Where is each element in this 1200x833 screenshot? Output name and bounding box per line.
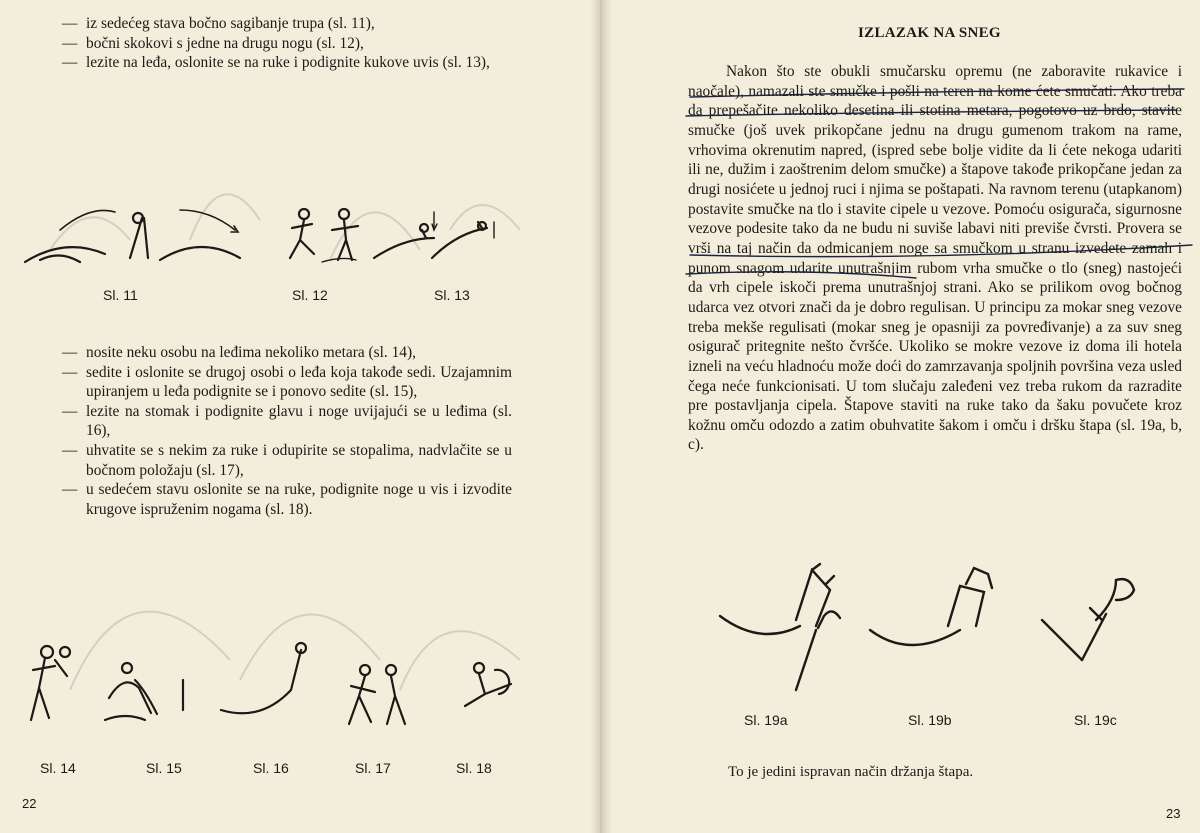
figure-sl-12-13 [282, 200, 497, 275]
figure-caption: Sl. 12 [292, 287, 328, 303]
figure-caption: Sl. 14 [40, 760, 76, 776]
list-item: — lezite na stomak i podignite glavu i noge uvijajući se u leđima (sl. 16), [62, 402, 512, 440]
figure-caption: Sl. 18 [456, 760, 492, 776]
figure-caption: Sl. 13 [434, 287, 470, 303]
list-item: — uhvatite se s nekim za ruke i odupirite se stopalima, nadvlačite se u bočnom položaju (sl. 17), [62, 441, 512, 479]
closing-sentence: To je jedini ispravan način držanja štapa. [728, 764, 974, 780]
figure-caption: Sl. 17 [355, 760, 391, 776]
body-paragraph: Nakon što ste obukli smučarsku opremu (ne zaboravite rukavice i naočale), namazali ste smučke i pošli na teren na kome ćete smučati. Ako treba da prepešačite nekoliko desetina ili stotina metara, pogotovo uz brdo, stavite smučke (još uvek prikopčane jednu na drugu gumenom trakom na rame, vrhovima okrenutim napred, (ispred sebe bolje vidite da li ćete nekoga udariti ili ne, dužim i zaoštrenim delom smučke) a štapove takođe prikopčane jedan za drugi nosićete u jednoj ruci i njima se poštapati. Na ravnom terenu (utapkanom) postavite smučke na tlo i stavite cipele u vezove. Pomoću osigurača, sigurnosne vezove podesite tako da ne budu ni suviše labavi niti previše čvrsti. Provera se vrši na taj način da odmicanjem noge sa smučkom u stranu izvedete zamah i punom snagom udarite unutrašnjim rubom vrha smučke o tlo (sneg) nastojeći da vrh cipele iskoči prema unutrašnjoj strani. Ako se prilikom ovog bočnog udarca vez otvori znači da je dobro regulisan. U principu za mokar sneg vezove treba mekše regulisati (mokar sneg je opasniji za povređivanje) a za suv sneg osigurač pritegnite nešto čvršće. Ukoliko se mokre vezove iz doma ili hotela izneli na veću hladnoću može doći do zamrzavanja spoljnih površina veza usled čega neće funkcionisati. U tom slučaju zaleđeni vez treba rukom da razradite pre postavljanja cipela. Štapove staviti na ruke tako da šaku povučete kroz kožnu omču odozdo a zatim obuhvatite šakom i omču i dršku štapa (sl. 19a, b, c). [688, 63, 1182, 454]
page-number-left: 22 [22, 796, 37, 811]
list-item: — sedite i oslonite se drugoj osobi o leđa koja takođe sedi. Uzajamnim upiranjem u leđa podignite se i ponovo sedite (sl. 15), [62, 363, 512, 401]
exercise-list-top [62, 14, 512, 73]
figure-caption: Sl. 11 [103, 287, 138, 303]
exercise-list-bottom [62, 343, 512, 519]
figure-sl-19 [716, 560, 1156, 700]
list-item: — iz sedećeg stava bočno sagibanje trupa (sl. 11), [62, 15, 375, 32]
figure-caption: Sl. 19a [744, 712, 788, 728]
book-gutter [590, 0, 612, 833]
list-item: — nosite neku osobu na leđima nekoliko metara (sl. 14), [62, 344, 416, 361]
list-item: — bočni skokovi s jedne na drugu nogu (sl. 12), [62, 34, 364, 52]
list-item: — u sedećem stavu oslonite se na ruke, podignite noge u vis i izvodite krugove ispruženim nogama (sl. 18). [62, 481, 512, 518]
figure-sl-14-18 [25, 640, 525, 735]
section-title: IZLAZAK NA SNEG [858, 25, 1001, 41]
list-item: — lezite na leđa, oslonite se na ruke i podignite kukove uvis (sl. 13), [62, 54, 490, 72]
figure-caption: Sl. 19b [908, 712, 952, 728]
pen-underline-marks [686, 60, 1200, 300]
page-number-right: 23 [1166, 806, 1181, 821]
figure-caption: Sl. 15 [146, 760, 182, 776]
figure-sl-11 [20, 200, 250, 275]
figure-caption: Sl. 19c [1074, 712, 1117, 728]
figure-caption: Sl. 16 [253, 760, 289, 776]
